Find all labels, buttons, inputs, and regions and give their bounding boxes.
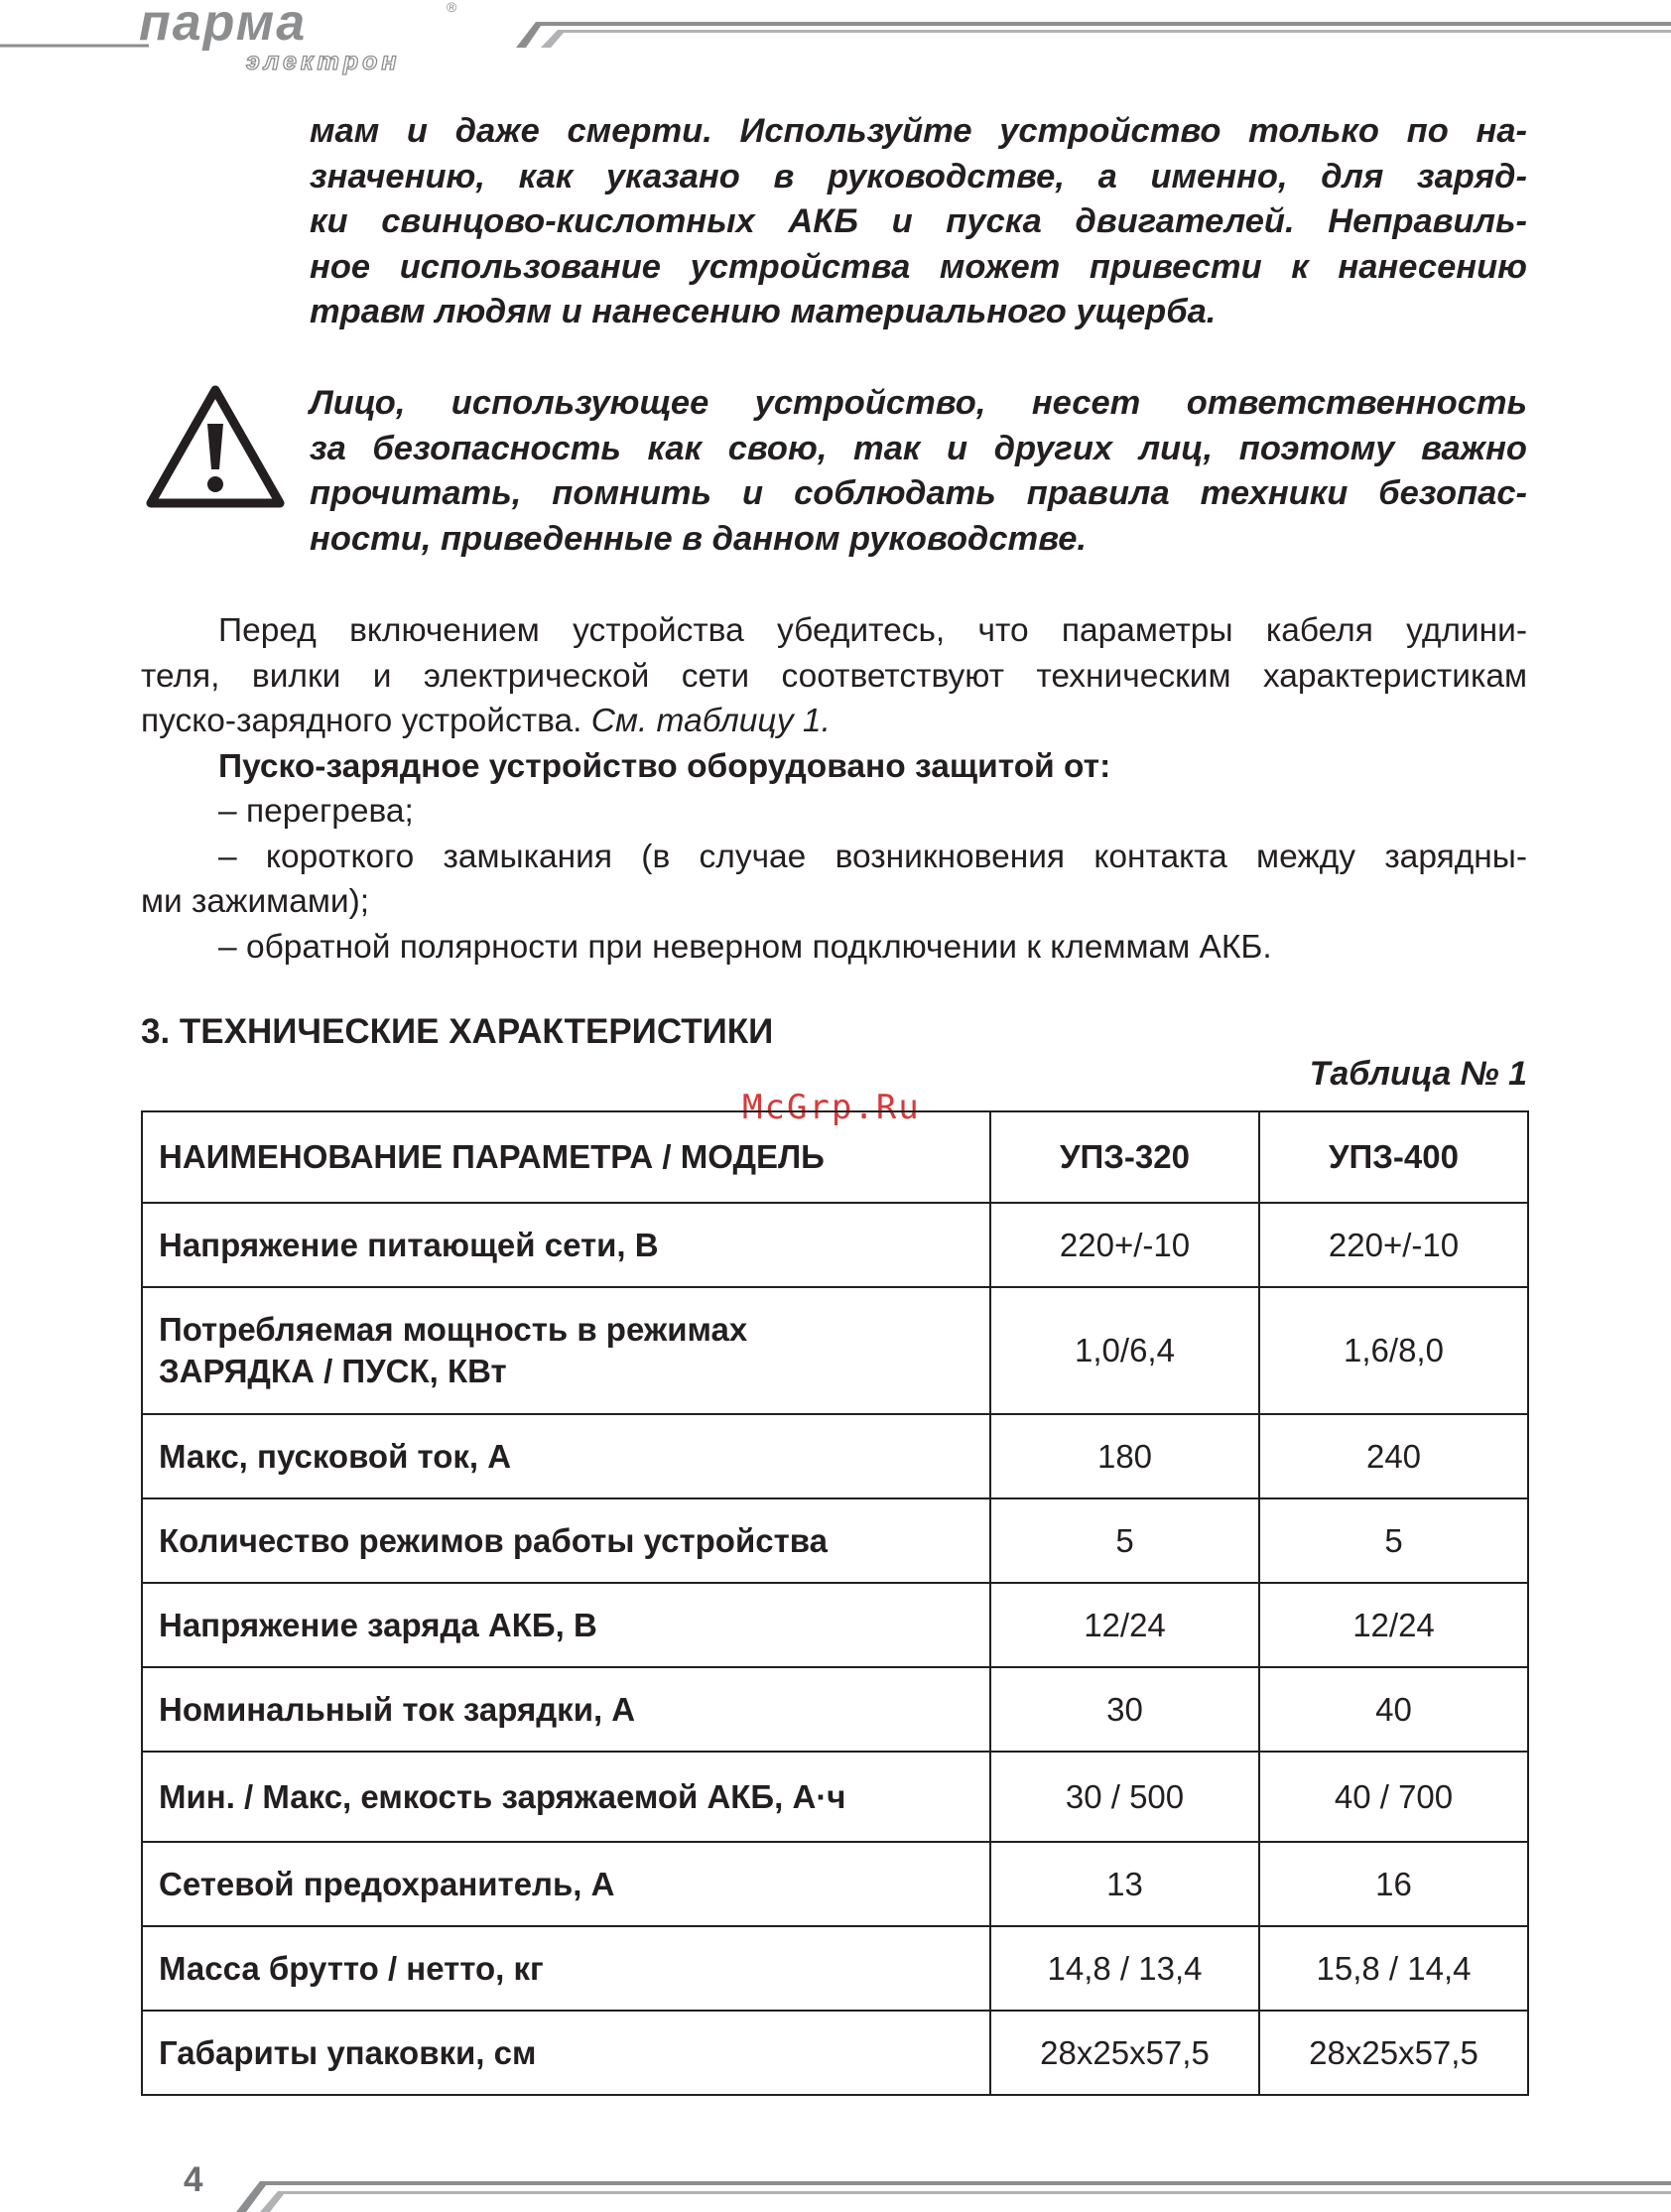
protection-item: – перегрева; (218, 793, 414, 830)
warning-intro (310, 109, 1527, 335)
value-cell: 5 (990, 1498, 1259, 1583)
value-cell: 30 (990, 1667, 1259, 1752)
warning-note (310, 381, 1527, 562)
section-title: 3. ТЕХНИЧЕСКИЕ ХАРАКТЕРИСТИКИ (141, 1012, 774, 1051)
param-cell (142, 1287, 990, 1414)
check-text: пуско-зарядного устройства. (141, 703, 591, 739)
header-model-b: УПЗ-400 (1259, 1111, 1528, 1203)
param-cell: Количество режимов работы устройства (142, 1498, 990, 1583)
value-cell: 12/24 (990, 1583, 1259, 1667)
header-param: НАИМЕНОВАНИЕ ПАРАМЕТРА / МОДЕЛЬ (142, 1111, 990, 1203)
param-line: Потребляемая мощность в режимах (159, 1311, 748, 1348)
value-cell: 16 (1259, 1842, 1528, 1926)
logo-registered-mark: ® (447, 0, 457, 15)
check-last-line (141, 699, 1527, 744)
check-line: Перед включением устройства убедитесь, что параметры кабеля удлини- (218, 612, 1527, 649)
table-row (142, 1842, 1528, 1926)
table-reference: См. таблицу 1. (590, 703, 831, 739)
param-cell: Напряжение питающей сети, В (142, 1203, 990, 1287)
warning-note-line: Лицо, использующее устройство, несет ответственность (310, 384, 1527, 422)
check-line: теля, вилки и электрической сети соответствуют техническим характеристикам (141, 657, 1527, 695)
value-cell: 40 (1259, 1667, 1528, 1752)
table-row (142, 2011, 1528, 2095)
warning-intro-line: ное использование устройства может привести к нанесению (310, 247, 1527, 286)
value-cell: 1,0/6,4 (990, 1287, 1259, 1414)
table-row (142, 1583, 1528, 1667)
warning-triangle-icon (145, 384, 286, 511)
table-row (142, 1752, 1528, 1842)
value-cell: 220+/-10 (1259, 1203, 1528, 1287)
page-number: 4 (184, 2160, 203, 2199)
value-cell: 28x25x57,5 (1259, 2011, 1528, 2095)
warning-intro-line: ки свинцово-кислотных АКБ и пуска двигателей. Неправиль- (310, 202, 1527, 240)
header-model-a: УПЗ-320 (990, 1111, 1259, 1203)
table-row (142, 1926, 1528, 2011)
specifications-table (141, 1110, 1529, 2096)
value-cell: 220+/-10 (990, 1203, 1259, 1287)
check-paragraph (141, 608, 1527, 970)
param-cell: Мин. / Макс, емкость заряжаемой АКБ, А·ч (142, 1752, 990, 1842)
param-cell: Напряжение заряда АКБ, В (142, 1583, 990, 1667)
param-cell: Сетевой предохранитель, А (142, 1842, 990, 1926)
table-caption: Таблица № 1 (1309, 1055, 1527, 1093)
protection-item: – обратной полярности при неверном подключении к клеммам АКБ. (218, 928, 1272, 966)
watermark: McGrp.Ru (742, 1088, 921, 1127)
warning-intro-line: значению, как указано в руководстве, а именно, для заряд- (310, 157, 1527, 195)
table-row (142, 1414, 1528, 1498)
protection-item: – короткого замыкания (в случае возникновения контакта между зарядны- (218, 838, 1527, 875)
table-header-row (142, 1111, 1528, 1203)
table-row (142, 1203, 1528, 1287)
param-cell: Габариты упаковки, см (142, 2011, 990, 2095)
table-row (142, 1667, 1528, 1752)
value-cell: 30 / 500 (990, 1752, 1259, 1842)
warning-note-line: ности, приведенные в данном руководстве. (310, 519, 1087, 558)
value-cell: 5 (1259, 1498, 1528, 1583)
param-cell: Номинальный ток зарядки, А (142, 1667, 990, 1752)
warning-note-line: прочитать, помнить и соблюдать правила техники безопас- (310, 474, 1527, 512)
footer-rule (0, 2173, 1671, 2212)
value-cell: 28x25x57,5 (990, 2011, 1259, 2095)
warning-intro-line: травм людям и нанесению материального ущерба. (310, 293, 1217, 330)
parma-electron-logo (137, 0, 474, 77)
warning-intro-line: мам и даже смерти. Используйте устройство только по на- (310, 112, 1527, 150)
param-line: ЗАРЯДКА / ПУСК, КВт (159, 1353, 507, 1389)
logo-subtitle: электрон (246, 48, 401, 75)
protection-heading: Пуско-зарядное устройство оборудовано защитой от: (218, 747, 1111, 785)
param-cell: Масса брутто / нетто, кг (142, 1926, 990, 2011)
protection-item-continued: ми зажимами); (141, 883, 370, 920)
value-cell: 180 (990, 1414, 1259, 1498)
warning-note-line: за безопасность как свою, так и других лиц, поэтому важно (310, 429, 1527, 467)
value-cell: 40 / 700 (1259, 1752, 1528, 1842)
logo-brand: парма (139, 0, 308, 52)
value-cell: 1,6/8,0 (1259, 1287, 1528, 1414)
value-cell: 12/24 (1259, 1583, 1528, 1667)
table-row (142, 1287, 1528, 1414)
param-cell: Макс, пусковой ток, А (142, 1414, 990, 1498)
value-cell: 13 (990, 1842, 1259, 1926)
value-cell: 240 (1259, 1414, 1528, 1498)
value-cell: 14,8 / 13,4 (990, 1926, 1259, 2011)
table-row (142, 1498, 1528, 1583)
value-cell: 15,8 / 14,4 (1259, 1926, 1528, 2011)
